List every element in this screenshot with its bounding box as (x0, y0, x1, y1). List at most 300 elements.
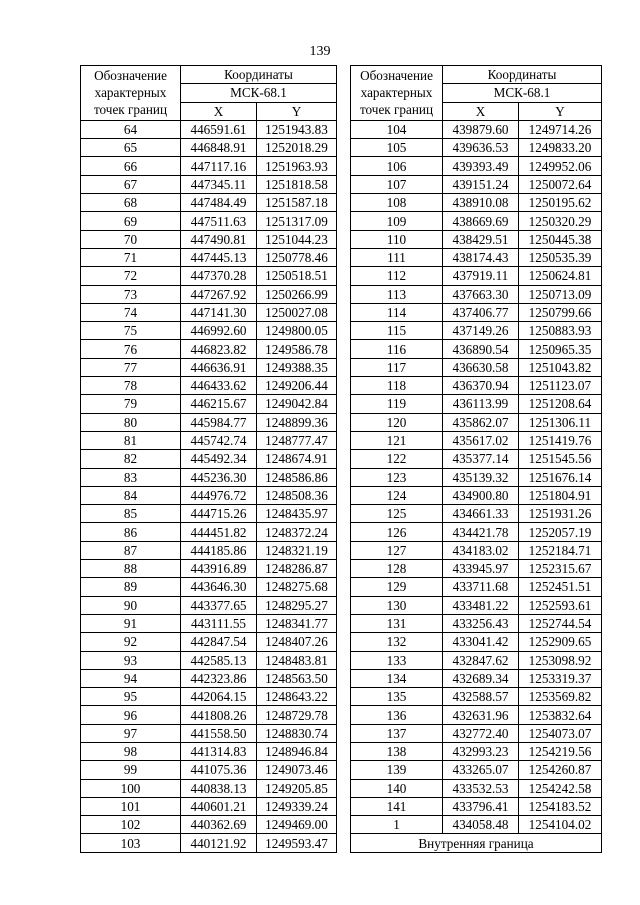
point-number: 84 (81, 486, 181, 504)
x-coordinate: 445236.30 (181, 468, 257, 486)
y-coordinate: 1249469.00 (257, 816, 337, 834)
point-number: 129 (351, 578, 443, 596)
x-coordinate: 447490.81 (181, 230, 257, 248)
x-coordinate: 440838.13 (181, 779, 257, 797)
y-coordinate: 1249339.24 (257, 797, 337, 815)
table-row (81, 761, 337, 779)
x-coordinate: 447267.92 (181, 285, 257, 303)
point-number: 96 (81, 706, 181, 724)
table-row (351, 157, 602, 175)
point-number: 108 (351, 194, 443, 212)
point-number: 127 (351, 541, 443, 559)
point-number: 80 (81, 413, 181, 431)
y-coordinate: 1249205.85 (257, 779, 337, 797)
y-coordinate: 1248946.84 (257, 742, 337, 760)
table-row (81, 212, 337, 230)
y-coordinate: 1250072.64 (519, 175, 602, 193)
point-number: 132 (351, 633, 443, 651)
y-column-header: Y (257, 102, 337, 120)
point-number: 75 (81, 322, 181, 340)
point-number: 86 (81, 523, 181, 541)
x-coordinate: 433532.53 (443, 779, 519, 797)
y-coordinate: 1248899.36 (257, 413, 337, 431)
y-coordinate: 1250965.35 (519, 340, 602, 358)
coordinates-header: Координаты (443, 66, 602, 84)
x-coordinate: 447484.49 (181, 194, 257, 212)
y-coordinate: 1249073.46 (257, 761, 337, 779)
point-number: 130 (351, 596, 443, 614)
x-coordinate: 441075.36 (181, 761, 257, 779)
table-row (351, 633, 602, 651)
y-coordinate: 1251545.56 (519, 450, 602, 468)
y-coordinate: 1251123.07 (519, 377, 602, 395)
x-column-header: X (181, 102, 257, 120)
point-number: 112 (351, 267, 443, 285)
table-row (351, 669, 602, 687)
y-coordinate: 1251943.83 (257, 120, 337, 138)
table-row (351, 120, 602, 138)
point-number: 134 (351, 669, 443, 687)
coordinate-system-header: МСК-68.1 (443, 84, 602, 102)
point-number: 113 (351, 285, 443, 303)
point-number: 111 (351, 248, 443, 266)
y-coordinate: 1249206.44 (257, 377, 337, 395)
point-number: 77 (81, 358, 181, 376)
x-coordinate: 433256.43 (443, 614, 519, 632)
y-coordinate: 1254242.58 (519, 779, 602, 797)
x-coordinate: 444715.26 (181, 505, 257, 523)
x-coordinate: 443111.55 (181, 614, 257, 632)
table-row (351, 285, 602, 303)
x-coordinate: 442064.15 (181, 688, 257, 706)
x-coordinate: 437919.11 (443, 267, 519, 285)
point-number: 109 (351, 212, 443, 230)
y-coordinate: 1248275.68 (257, 578, 337, 596)
x-coordinate: 443377.65 (181, 596, 257, 614)
x-coordinate: 447345.11 (181, 175, 257, 193)
table-row (351, 724, 602, 742)
y-coordinate: 1250445.38 (519, 230, 602, 248)
table-row (351, 194, 602, 212)
x-coordinate: 444451.82 (181, 523, 257, 541)
table-row (351, 761, 602, 779)
x-coordinate: 446215.67 (181, 395, 257, 413)
table-row (351, 139, 602, 157)
x-coordinate: 446591.61 (181, 120, 257, 138)
x-coordinate: 442585.13 (181, 651, 257, 669)
table-row (81, 669, 337, 687)
point-number: 70 (81, 230, 181, 248)
x-coordinate: 433796.41 (443, 797, 519, 815)
point-number: 126 (351, 523, 443, 541)
table-row (81, 523, 337, 541)
x-coordinate: 436890.54 (443, 340, 519, 358)
point-number: 88 (81, 560, 181, 578)
header-line: Обозначение (360, 68, 433, 84)
y-coordinate: 1251818.58 (257, 175, 337, 193)
point-number: 136 (351, 706, 443, 724)
point-label-header (351, 66, 443, 121)
point-number: 89 (81, 578, 181, 596)
point-number: 66 (81, 157, 181, 175)
y-coordinate: 1252744.54 (519, 614, 602, 632)
y-coordinate: 1250535.39 (519, 248, 602, 266)
y-coordinate: 1248563.50 (257, 669, 337, 687)
x-coordinate: 436370.94 (443, 377, 519, 395)
point-number: 120 (351, 413, 443, 431)
y-coordinate: 1248286.87 (257, 560, 337, 578)
y-coordinate: 1249952.06 (519, 157, 602, 175)
table-row (81, 303, 337, 321)
y-coordinate: 1249388.35 (257, 358, 337, 376)
x-coordinate: 433041.42 (443, 633, 519, 651)
point-number: 117 (351, 358, 443, 376)
table-row (351, 322, 602, 340)
x-coordinate: 434900.80 (443, 486, 519, 504)
y-coordinate: 1252184.71 (519, 541, 602, 559)
y-coordinate: 1248483.81 (257, 651, 337, 669)
point-number: 135 (351, 688, 443, 706)
y-coordinate: 1254073.07 (519, 724, 602, 742)
point-number: 74 (81, 303, 181, 321)
point-number: 118 (351, 377, 443, 395)
table-row (81, 468, 337, 486)
y-coordinate: 1248341.77 (257, 614, 337, 632)
x-coordinate: 439879.60 (443, 120, 519, 138)
y-coordinate: 1252593.61 (519, 596, 602, 614)
y-coordinate: 1251804.91 (519, 486, 602, 504)
point-number: 90 (81, 596, 181, 614)
y-coordinate: 1254183.52 (519, 797, 602, 815)
y-coordinate: 1250027.08 (257, 303, 337, 321)
x-coordinate: 434183.02 (443, 541, 519, 559)
table-row (81, 157, 337, 175)
x-coordinate: 447445.13 (181, 248, 257, 266)
x-coordinate: 440362.69 (181, 816, 257, 834)
x-coordinate: 445742.74 (181, 431, 257, 449)
point-number: 71 (81, 248, 181, 266)
table-row (351, 413, 602, 431)
point-number: 110 (351, 230, 443, 248)
x-coordinate: 434421.78 (443, 523, 519, 541)
table-row (351, 230, 602, 248)
table-row (81, 120, 337, 138)
x-coordinate: 433265.07 (443, 761, 519, 779)
table-row (351, 816, 602, 834)
point-number: 116 (351, 340, 443, 358)
y-coordinate: 1249800.05 (257, 322, 337, 340)
y-coordinate: 1253319.37 (519, 669, 602, 687)
point-number: 99 (81, 761, 181, 779)
header-line: точек границ (93, 102, 168, 118)
x-coordinate: 432847.62 (443, 651, 519, 669)
table-row (81, 322, 337, 340)
header-line: характерных (94, 85, 167, 101)
x-coordinate: 434058.48 (443, 816, 519, 834)
table-row (81, 688, 337, 706)
x-coordinate: 437149.26 (443, 322, 519, 340)
table-row (81, 431, 337, 449)
x-column-header: X (443, 102, 519, 120)
table-row (81, 395, 337, 413)
point-number: 103 (81, 834, 181, 852)
table-row (81, 413, 337, 431)
point-number: 67 (81, 175, 181, 193)
table-row (351, 468, 602, 486)
x-coordinate: 433481.22 (443, 596, 519, 614)
y-column-header: Y (519, 102, 602, 120)
point-number: 140 (351, 779, 443, 797)
y-coordinate: 1249714.26 (519, 120, 602, 138)
point-number: 119 (351, 395, 443, 413)
table-row (81, 706, 337, 724)
x-coordinate: 433945.97 (443, 560, 519, 578)
point-number: 95 (81, 688, 181, 706)
y-coordinate: 1251587.18 (257, 194, 337, 212)
y-coordinate: 1252018.29 (257, 139, 337, 157)
table-row (81, 834, 337, 852)
y-coordinate: 1251317.09 (257, 212, 337, 230)
table-row (81, 175, 337, 193)
x-coordinate: 446433.62 (181, 377, 257, 395)
table-row (351, 267, 602, 285)
y-coordinate: 1253098.92 (519, 651, 602, 669)
y-coordinate: 1252057.19 (519, 523, 602, 541)
page-number: 139 (309, 44, 331, 59)
x-coordinate: 447370.28 (181, 267, 257, 285)
table-row (81, 560, 337, 578)
x-coordinate: 437663.30 (443, 285, 519, 303)
y-coordinate: 1250778.46 (257, 248, 337, 266)
table-row (81, 541, 337, 559)
table-row (351, 248, 602, 266)
x-coordinate: 447117.16 (181, 157, 257, 175)
x-coordinate: 441808.26 (181, 706, 257, 724)
y-coordinate: 1254104.02 (519, 816, 602, 834)
x-coordinate: 445492.34 (181, 450, 257, 468)
point-number: 104 (351, 120, 443, 138)
x-coordinate: 435377.14 (443, 450, 519, 468)
y-coordinate: 1250713.09 (519, 285, 602, 303)
table-row (81, 614, 337, 632)
x-coordinate: 444185.86 (181, 541, 257, 559)
inner-boundary-label: Внутренняя граница (351, 834, 602, 852)
table-row (81, 797, 337, 815)
coordinates-table-right (350, 65, 602, 853)
table-row (351, 706, 602, 724)
x-coordinate: 438669.69 (443, 212, 519, 230)
x-coordinate: 436630.58 (443, 358, 519, 376)
point-number: 122 (351, 450, 443, 468)
header-line: характерных (360, 85, 433, 101)
y-coordinate: 1252909.65 (519, 633, 602, 651)
y-coordinate: 1248674.91 (257, 450, 337, 468)
y-coordinate: 1248586.86 (257, 468, 337, 486)
y-coordinate: 1248643.22 (257, 688, 337, 706)
x-coordinate: 439393.49 (443, 157, 519, 175)
point-number: 124 (351, 486, 443, 504)
table-row (81, 358, 337, 376)
point-number: 125 (351, 505, 443, 523)
x-coordinate: 435617.02 (443, 431, 519, 449)
point-number: 133 (351, 651, 443, 669)
x-coordinate: 435862.07 (443, 413, 519, 431)
table-row (351, 614, 602, 632)
point-number: 105 (351, 139, 443, 157)
y-coordinate: 1251306.11 (519, 413, 602, 431)
point-number: 123 (351, 468, 443, 486)
table-row (351, 797, 602, 815)
table-row (351, 175, 602, 193)
table-row (81, 724, 337, 742)
y-coordinate: 1248407.26 (257, 633, 337, 651)
point-number: 85 (81, 505, 181, 523)
y-coordinate: 1250799.66 (519, 303, 602, 321)
y-coordinate: 1249586.78 (257, 340, 337, 358)
table-row (81, 742, 337, 760)
y-coordinate: 1250195.62 (519, 194, 602, 212)
coordinate-system-header: МСК-68.1 (181, 84, 337, 102)
y-coordinate: 1251419.76 (519, 431, 602, 449)
point-number: 83 (81, 468, 181, 486)
point-number: 107 (351, 175, 443, 193)
point-number: 138 (351, 742, 443, 760)
x-coordinate: 438174.43 (443, 248, 519, 266)
point-number: 100 (81, 779, 181, 797)
point-number: 92 (81, 633, 181, 651)
table-row (351, 431, 602, 449)
point-number: 69 (81, 212, 181, 230)
x-coordinate: 440121.92 (181, 834, 257, 852)
point-number: 102 (81, 816, 181, 834)
y-coordinate: 1249833.20 (519, 139, 602, 157)
x-coordinate: 442323.86 (181, 669, 257, 687)
point-number: 139 (351, 761, 443, 779)
table-row (81, 816, 337, 834)
table-row (351, 505, 602, 523)
table-row (351, 303, 602, 321)
table-row (351, 651, 602, 669)
y-coordinate: 1251676.14 (519, 468, 602, 486)
point-number: 72 (81, 267, 181, 285)
y-coordinate: 1251208.64 (519, 395, 602, 413)
table-row (351, 560, 602, 578)
y-coordinate: 1251043.82 (519, 358, 602, 376)
y-coordinate: 1253569.82 (519, 688, 602, 706)
table-row (81, 377, 337, 395)
y-coordinate: 1249593.47 (257, 834, 337, 852)
y-coordinate: 1248295.27 (257, 596, 337, 614)
point-number: 114 (351, 303, 443, 321)
header-line: точек границ (359, 102, 434, 118)
table-row (81, 505, 337, 523)
table-row (81, 486, 337, 504)
point-number: 78 (81, 377, 181, 395)
x-coordinate: 447511.63 (181, 212, 257, 230)
x-coordinate: 441314.83 (181, 742, 257, 760)
point-number: 73 (81, 285, 181, 303)
table-row (81, 450, 337, 468)
y-coordinate: 1248729.78 (257, 706, 337, 724)
x-coordinate: 444976.72 (181, 486, 257, 504)
coordinates-table-left (80, 65, 337, 853)
table-row (81, 248, 337, 266)
x-coordinate: 443646.30 (181, 578, 257, 596)
point-number: 97 (81, 724, 181, 742)
point-number: 137 (351, 724, 443, 742)
header-line: Обозначение (94, 68, 167, 84)
point-number: 64 (81, 120, 181, 138)
table-header (351, 66, 602, 121)
table-row (351, 358, 602, 376)
point-number: 141 (351, 797, 443, 815)
table-header (81, 66, 337, 121)
table-row (351, 377, 602, 395)
x-coordinate: 446992.60 (181, 322, 257, 340)
table-row (351, 742, 602, 760)
table-row (81, 267, 337, 285)
x-coordinate: 439151.24 (443, 175, 519, 193)
table-row (351, 596, 602, 614)
table-row (81, 596, 337, 614)
y-coordinate: 1249042.84 (257, 395, 337, 413)
x-coordinate: 441558.50 (181, 724, 257, 742)
x-coordinate: 440601.21 (181, 797, 257, 815)
x-coordinate: 446636.91 (181, 358, 257, 376)
x-coordinate: 436113.99 (443, 395, 519, 413)
y-coordinate: 1251044.23 (257, 230, 337, 248)
point-number: 93 (81, 651, 181, 669)
table-row (351, 578, 602, 596)
x-coordinate: 442847.54 (181, 633, 257, 651)
y-coordinate: 1254219.56 (519, 742, 602, 760)
table-row (351, 688, 602, 706)
table-row (81, 139, 337, 157)
table-row (81, 633, 337, 651)
coordinates-header: Координаты (181, 66, 337, 84)
point-number: 94 (81, 669, 181, 687)
table-row (351, 541, 602, 559)
point-number: 101 (81, 797, 181, 815)
point-number: 76 (81, 340, 181, 358)
x-coordinate: 438429.51 (443, 230, 519, 248)
point-number: 81 (81, 431, 181, 449)
point-number: 1 (351, 816, 443, 834)
x-coordinate: 443916.89 (181, 560, 257, 578)
point-number: 82 (81, 450, 181, 468)
x-coordinate: 445984.77 (181, 413, 257, 431)
y-coordinate: 1248830.74 (257, 724, 337, 742)
x-coordinate: 438910.08 (443, 194, 519, 212)
y-coordinate: 1254260.87 (519, 761, 602, 779)
x-coordinate: 435139.32 (443, 468, 519, 486)
x-coordinate: 446848.91 (181, 139, 257, 157)
table-row (81, 285, 337, 303)
point-number: 91 (81, 614, 181, 632)
table-row (81, 230, 337, 248)
table-row (81, 651, 337, 669)
y-coordinate: 1248372.24 (257, 523, 337, 541)
table-row (351, 395, 602, 413)
y-coordinate: 1250883.93 (519, 322, 602, 340)
table-row (81, 340, 337, 358)
y-coordinate: 1252451.51 (519, 578, 602, 596)
point-number: 115 (351, 322, 443, 340)
table-row (351, 212, 602, 230)
x-coordinate: 434661.33 (443, 505, 519, 523)
table-row (81, 578, 337, 596)
y-coordinate: 1250266.99 (257, 285, 337, 303)
